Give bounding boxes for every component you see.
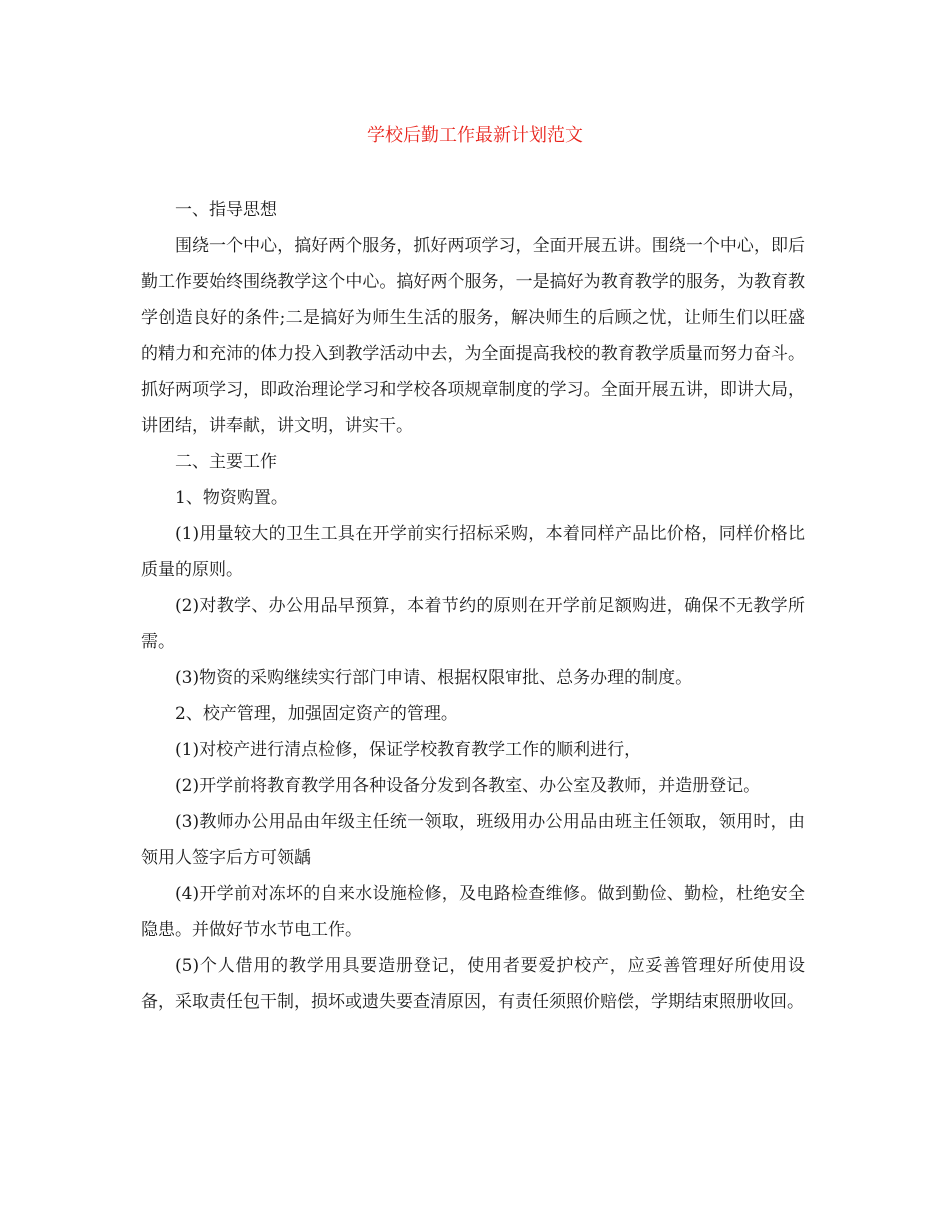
document-body: [141, 192, 805, 1020]
document-title: 学校后勤工作最新计划范文: [367, 125, 583, 146]
subheading-asset-management: 2、校产管理，加强固定资产的管理。: [175, 704, 458, 724]
heading-guiding-ideology: 一、指导思想: [175, 200, 277, 220]
paragraph-guiding-ideology: 围绕一个中心，搞好两个服务，抓好两项学习，全面开展五讲。围绕一个中心，即后勤工作要始终围绕教学这个中心。搞好两个服务，一是搞好为教育教学的服务，为教育教学创造良好的条件;二是搞好为师生生活的服务，解决师生的后顾之忧，让师生们以旺盛的精力和充沛的体力投入到教学活动中去，为全面提高我校的教育教学质量而努力奋斗。抓好两项学习，即政治理论学习和学校各项规章制度的学习。全面开展五讲，即讲大局，讲团结，讲奉献，讲文明，讲实干。: [141, 236, 805, 436]
list-item-asset-3: (3)教师办公用品由年级主任统一领取，班级用办公用品由班主任领取，领用时，由领用人签字后方可领龋: [141, 812, 805, 868]
list-item-purchase-2: (2)对教学、办公用品早预算，本着节约的原则在开学前足额购进，确保不无教学所需。: [141, 596, 805, 652]
list-item-purchase-3: (3)物资的采购继续实行部门申请、根据权限审批、总务办理的制度。: [175, 668, 693, 688]
list-item-asset-4: (4)开学前对冻坏的自来水设施检修，及电路检查维修。做到勤俭、勤检，杜绝安全隐患。并做好节水节电工作。: [141, 884, 805, 940]
list-item-asset-1: (1)对校产进行清点检修，保证学校教育教学工作的顺利进行，: [175, 740, 642, 760]
subheading-material-purchase: 1、物资购置。: [175, 488, 288, 508]
heading-main-work: 二、主要工作: [175, 452, 277, 472]
list-item-purchase-1: (1)用量较大的卫生工具在开学前实行招标采购，本着同样产品比价格，同样价格比质量的原则。: [141, 524, 805, 580]
list-item-asset-2: (2)开学前将教育教学用各种设备分发到各教室、办公室及教师，并造册登记。: [175, 776, 761, 796]
list-item-asset-5: (5)个人借用的教学用具要造册登记，使用者要爱护校产，应妥善管理好所使用设备，采取责任包干制，损坏或遗失要查清原因，有责任须照价赔偿，学期结束照册收回。: [141, 956, 805, 1012]
